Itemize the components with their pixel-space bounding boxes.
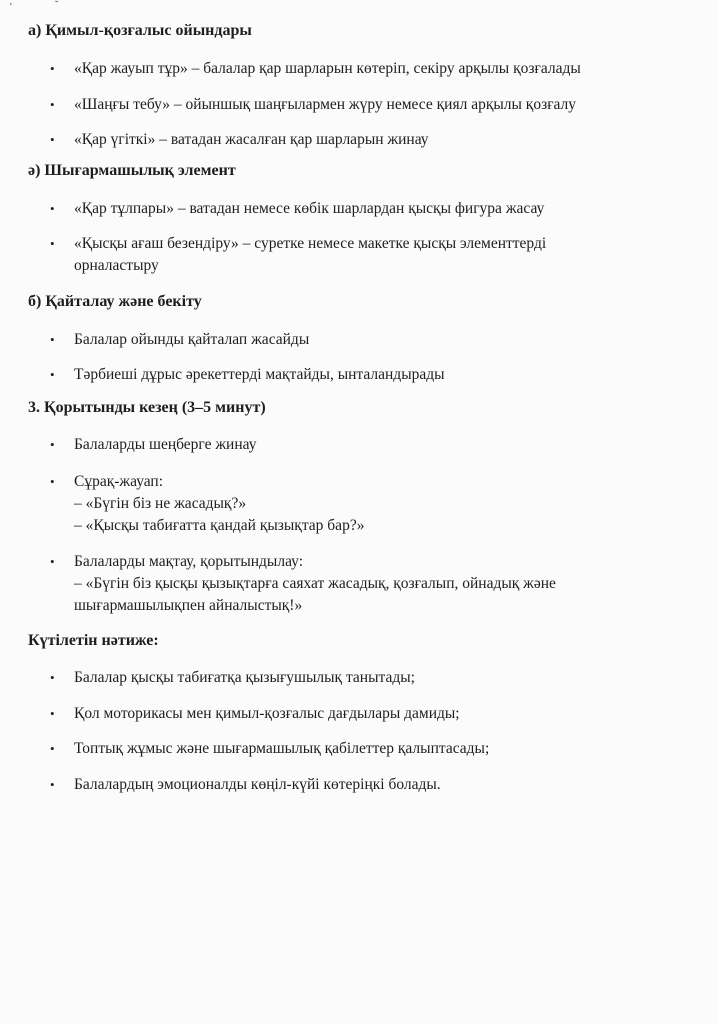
bullet-icon: • xyxy=(50,332,55,347)
bullet-icon: • xyxy=(50,670,55,685)
list-item: • «Қар жауып тұр» – балалар қар шарларын көтеріп, секіру арқылы қозғалады xyxy=(50,58,581,80)
bullet-icon: • xyxy=(50,554,55,569)
scan-mark: ' xyxy=(10,2,12,13)
bullet-icon: • xyxy=(50,741,55,756)
bullet-icon: • xyxy=(50,236,55,251)
section-heading: а) Қимыл-қозғалыс ойындары xyxy=(28,22,252,39)
list-item: • Балалардың эмоционалды көңіл-күйі көтеріңкі болады. xyxy=(50,774,441,796)
list-item: • «Қар үгіткі» – ватадан жасалған қар шарларын жинау xyxy=(50,129,429,151)
list-item: • «Шаңғы тебу» – ойыншық шаңғылармен жүру немесе қиял арқылы қозғалу xyxy=(50,94,576,116)
bullet-icon: • xyxy=(50,97,55,112)
list-item: • Қол моторикасы мен қимыл-қозғалыс дағдылары дамиды; xyxy=(50,703,460,725)
bullet-icon: • xyxy=(50,132,55,147)
list-item: • Сұрақ-жауап: – «Бүгін біз не жасадық?» – «Қысқы табиғатта қандай қызықтар бар?» xyxy=(50,473,365,534)
bullet-icon: • xyxy=(50,474,55,489)
bullet-icon: • xyxy=(50,437,55,452)
section-heading: Күтілетін нәтиже: xyxy=(28,632,159,649)
bullet-icon: • xyxy=(50,367,55,382)
bullet-icon: • xyxy=(50,61,55,76)
list-item: • Топтық жұмыс және шығармашылық қабілеттер қалыптасады; xyxy=(50,738,489,760)
list-item: • Тәрбиеші дұрыс әрекеттерді мақтайды, ынталандырады xyxy=(50,364,445,386)
section-heading: б) Қайталау және бекіту xyxy=(28,293,202,310)
list-item: • «Қар тұлпары» – ватадан немесе көбік шарлардан қысқы фигура жасау xyxy=(50,198,544,220)
list-item: • Балаларды шеңберге жинау xyxy=(50,434,256,456)
list-item: • Балалар қысқы табиғатқа қызығушылық танытады; xyxy=(50,667,415,689)
bullet-icon: • xyxy=(50,777,55,792)
bullet-icon: • xyxy=(50,201,55,216)
bullet-icon: • xyxy=(50,706,55,721)
section-heading: 3. Қорытынды кезең (3–5 минут) xyxy=(28,399,266,416)
list-item: • Балаларды мақтау, қорытындылау: – «Бүгін біз қысқы қызықтарға саяхат жасадық, қозғалып, ойнадық және шығармашылықпен айналыстық!» xyxy=(50,553,556,614)
list-item: • Балалар ойынды қайталап жасайды xyxy=(50,329,309,351)
scan-mark: ˘ xyxy=(55,0,59,11)
section-heading: ә) Шығармашылық элемент xyxy=(28,162,236,179)
list-item: • «Қысқы ағаш безендіру» – суретке немесе макетке қысқы элементтерді орналастыру xyxy=(50,235,547,274)
